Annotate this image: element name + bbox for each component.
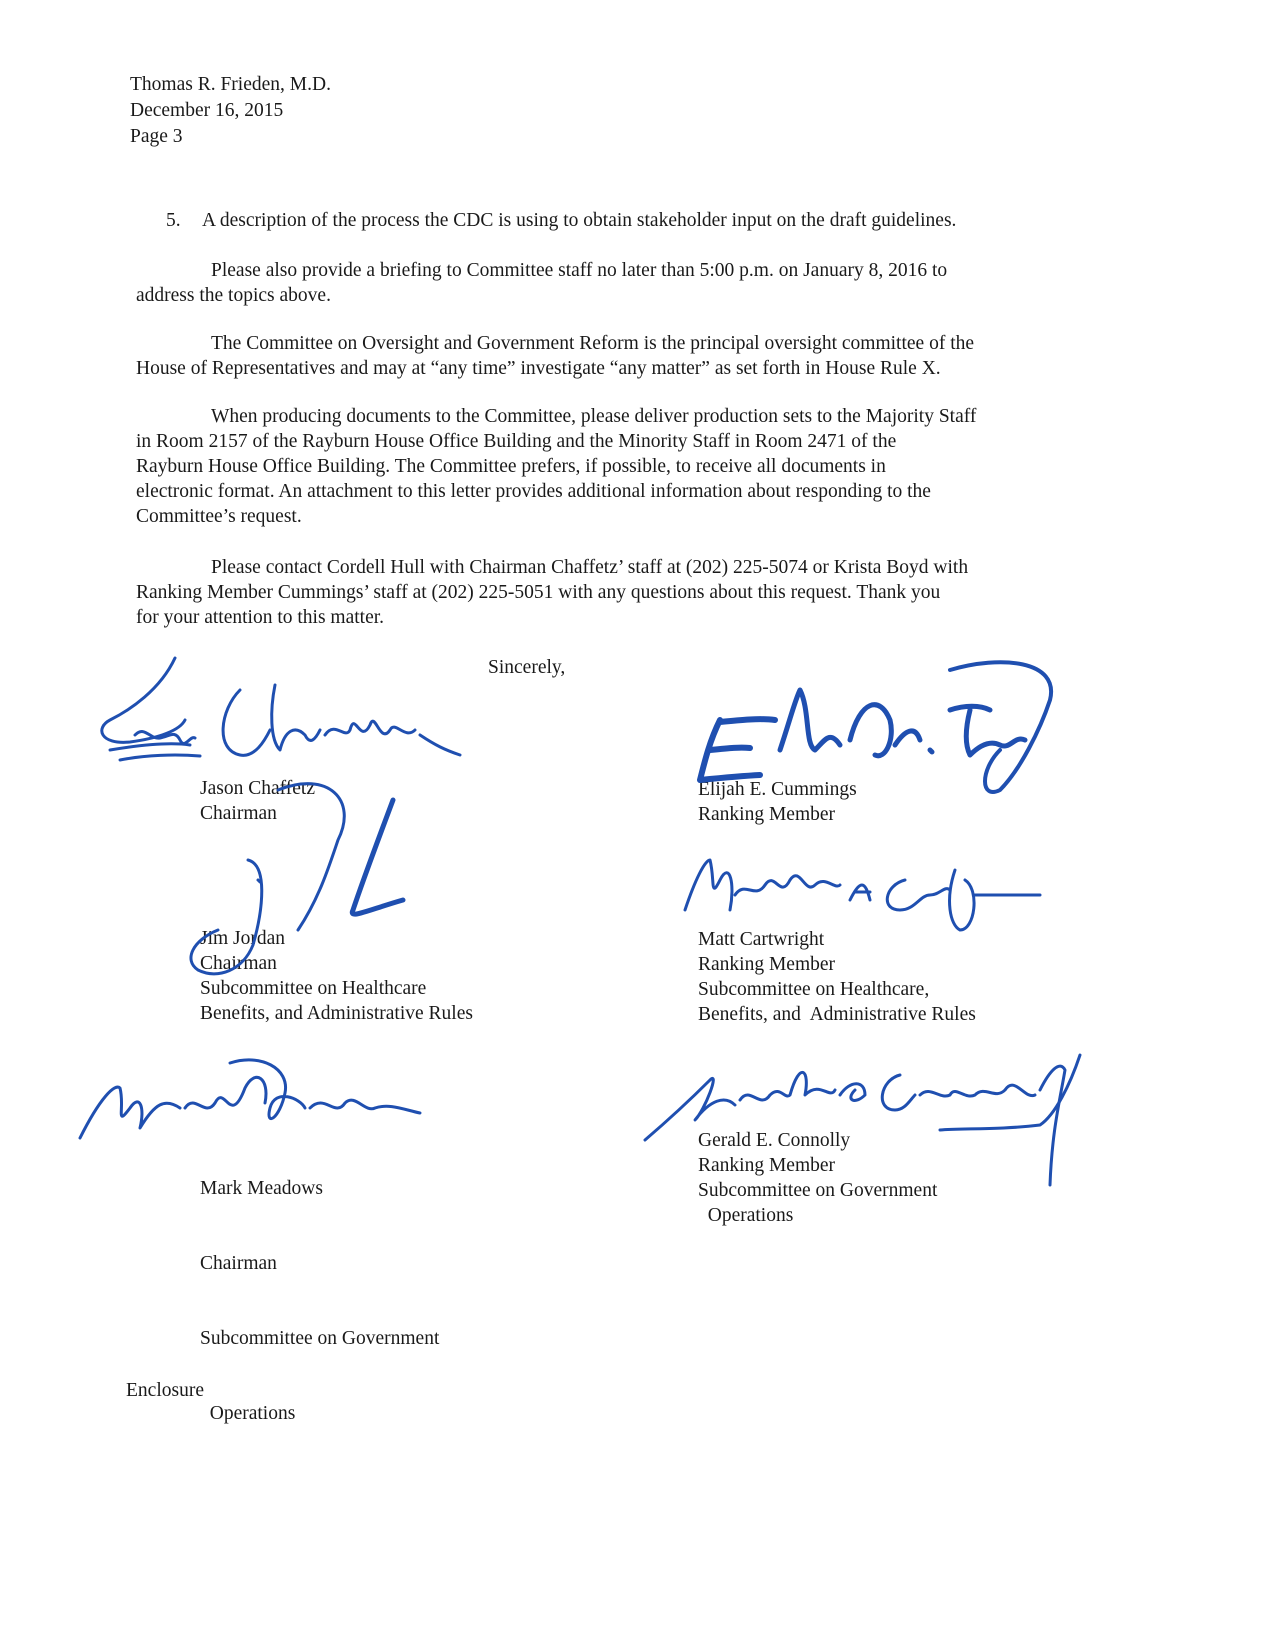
- signatory-title: Subcommittee on Government: [200, 1328, 440, 1349]
- paragraph-production: [136, 404, 1136, 529]
- signatory-name: Elijah E. Cummings: [698, 779, 857, 800]
- enclosure-label: Enclosure: [126, 1380, 204, 1401]
- signatory-title: Ranking Member: [698, 1155, 836, 1176]
- paragraph-line: When producing documents to the Committee, please deliver production sets to the Majority Staff: [211, 406, 977, 427]
- signatory-title: Ranking Member: [698, 804, 836, 825]
- signatory-title: Ranking Member: [698, 954, 836, 975]
- paragraph-line: for your attention to this matter.: [136, 607, 385, 628]
- paragraph-line: electronic format. An attachment to this letter provides additional information about responding to the: [136, 481, 931, 502]
- paragraph-line: in Room 2157 of the Rayburn House Office Building and the Minority Staff in Room 2471 of the: [136, 431, 897, 452]
- paragraph-contact: [136, 555, 1136, 630]
- signatory-title: Subcommittee on Healthcare,: [698, 979, 930, 1000]
- closing: Sincerely,: [488, 657, 566, 678]
- paragraph-briefing: [136, 258, 1136, 308]
- signatory-title: Chairman: [200, 1253, 277, 1274]
- signature-connolly: [640, 1040, 1110, 1190]
- signatory-title: Operations: [698, 1205, 794, 1226]
- signature-block-meadows: [200, 1126, 439, 1451]
- signatory-title: Subcommittee on Healthcare: [200, 978, 427, 999]
- paragraph-line: The Committee on Oversight and Government Reform is the principal oversight committee of the: [211, 333, 975, 354]
- paragraph-line: House of Representatives and may at “any time” investigate “any matter” as set forth in House Rule X.: [136, 358, 941, 379]
- signatory-name: Jason Chaffetz: [200, 778, 315, 799]
- signatory-title: Chairman: [200, 953, 277, 974]
- paragraph-line: Please contact Cordell Hull with Chairman Chaffetz’ staff at (202) 225-5074 or Krista Boyd with: [211, 557, 969, 578]
- signature-meadows: [70, 1048, 430, 1158]
- signature-jordan: [178, 770, 418, 1010]
- signature-chaffetz: [90, 650, 470, 790]
- item-number: 5.: [166, 210, 181, 231]
- signatory-title: Subcommittee on Government: [698, 1180, 938, 1201]
- paragraph-line: Ranking Member Cummings’ staff at (202) 225-5051 with any questions about this request. Thank you: [136, 582, 941, 603]
- letter-date: December 16, 2015: [130, 100, 284, 121]
- signatory-name: Matt Cartwright: [698, 929, 825, 950]
- signatory-name: Gerald E. Connolly: [698, 1130, 851, 1151]
- signatory-name: Jim Jordan: [200, 928, 286, 949]
- signatory-name: Mark Meadows: [200, 1178, 323, 1199]
- paragraph-line: Please also provide a briefing to Committee staff no later than 5:00 p.m. on January 8, 2016 to: [211, 260, 948, 281]
- recipient-name: Thomas R. Frieden, M.D.: [130, 74, 331, 95]
- signatory-title: Operations: [200, 1403, 296, 1424]
- paragraph-line: address the topics above.: [136, 285, 331, 306]
- signatory-title: Benefits, and Administrative Rules: [200, 1003, 473, 1024]
- signatory-title: Benefits, and Administrative Rules: [698, 1004, 976, 1025]
- paragraph-line: Rayburn House Office Building. The Committee prefers, if possible, to receive all documents in: [136, 456, 886, 477]
- signature-cummings: [680, 650, 1080, 800]
- paragraph-line: Committee’s request.: [136, 506, 302, 527]
- signatory-title: Chairman: [200, 803, 277, 824]
- item-text: A description of the process the CDC is using to obtain stakeholder input on the draft guidelines.: [202, 210, 957, 231]
- page-number: Page 3: [130, 126, 183, 147]
- paragraph-jurisdiction: [136, 331, 1136, 381]
- signature-cartwright: [675, 840, 1045, 950]
